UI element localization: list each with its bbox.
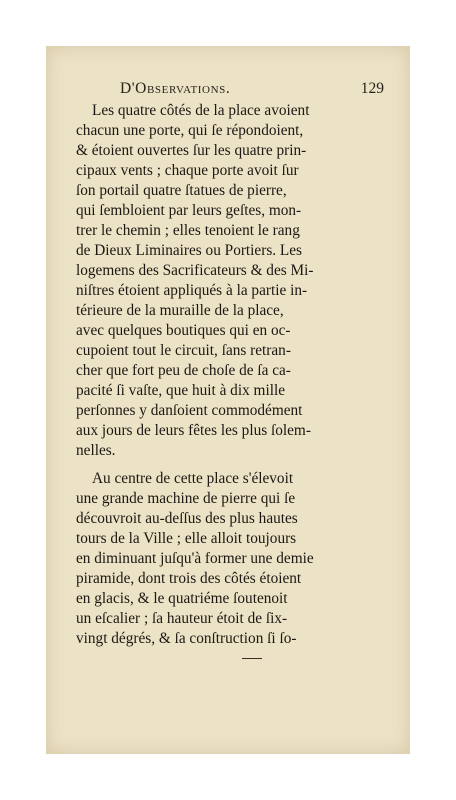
text-line: perſonnes y danſoient commodément bbox=[76, 402, 303, 419]
text-line: cupoient tout le circuit, ſans retran- bbox=[76, 342, 291, 359]
text-line: niſtres étoient appliqués à la partie in- bbox=[76, 282, 308, 299]
text-line: piramide, dont trois des côtés étoient bbox=[76, 570, 302, 587]
text-line: aux jours de leurs fêtes les plus ſolem- bbox=[76, 422, 311, 439]
text-line: térieure de la muraille de la place, bbox=[76, 302, 284, 319]
text-line: pacité ſi vaſte, que huit à dix mille bbox=[76, 382, 285, 399]
text-line: trer le chemin ; elles tenoient le rang bbox=[76, 222, 300, 239]
text-line: ſon portail quatre ſtatues de pierre, bbox=[76, 182, 287, 199]
text-line: découvroit au-deſſus des plus hautes bbox=[76, 510, 298, 527]
text-line: Les quatre côtés de la place avoient bbox=[92, 102, 310, 119]
running-title: D'Observations. bbox=[120, 80, 231, 97]
text-line: de Dieux Liminaires ou Portiers. Les bbox=[76, 242, 303, 259]
catchword-rule bbox=[242, 658, 262, 659]
text-line: un eſcalier ; ſa hauteur étoit de ſix- bbox=[76, 610, 288, 627]
text-line: vingt dégrés, & ſa conſtruction ſi ſo- bbox=[76, 630, 297, 647]
text-line: chacun une porte, qui ſe répondoient, bbox=[76, 122, 304, 139]
text-line: en diminuant juſqu'à former une demie bbox=[76, 550, 314, 567]
running-header bbox=[46, 80, 384, 102]
text-line: cher que fort peu de choſe de ſa ca- bbox=[76, 362, 291, 379]
text-line: cipaux vents ; chaque porte avoit ſur bbox=[76, 162, 299, 179]
text-line: une grande machine de pierre qui ſe bbox=[76, 490, 296, 507]
text-line: Au centre de cette place s'élevoit bbox=[92, 470, 294, 487]
page-number: 129 bbox=[360, 80, 384, 97]
text-line: qui ſembloient par leurs geſtes, mon- bbox=[76, 202, 302, 219]
text-line: avec quelques boutiques qui en oc- bbox=[76, 322, 291, 339]
book-page bbox=[46, 46, 410, 754]
text-line: logemens des Sacrificateurs & des Mi- bbox=[76, 262, 314, 279]
text-line: nelles. bbox=[76, 442, 116, 459]
text-line: en glacis, & le quatriéme ſoutenoit bbox=[76, 590, 288, 607]
text-line: & étoient ouvertes ſur les quatre prin- bbox=[76, 142, 307, 159]
text-line: tours de la Ville ; elle alloit toujours bbox=[76, 530, 297, 547]
